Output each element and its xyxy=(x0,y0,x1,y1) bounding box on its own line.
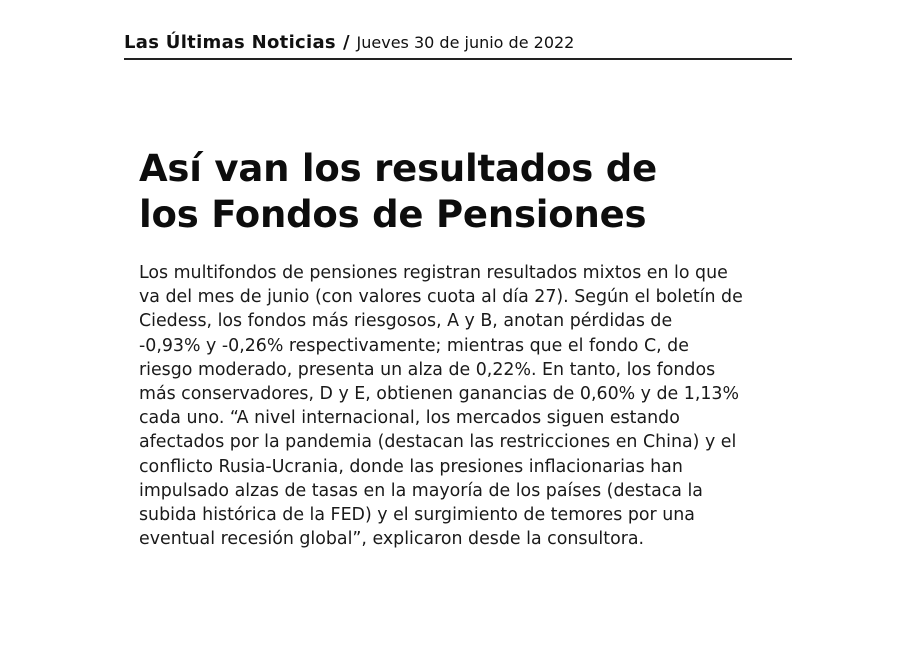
newspaper-name: Las Últimas Noticias xyxy=(124,32,336,53)
headline-line: Así van los resultados de xyxy=(139,147,657,190)
body-line: Ciedess, los fondos más riesgosos, A y B, anotan pérdidas de xyxy=(139,311,673,332)
body-line: conflicto Rusia-Ucrania, donde las presiones inflacionarias han xyxy=(139,456,683,477)
publication-date: Jueves 30 de junio de 2022 xyxy=(356,33,575,52)
body-line: afectados por la pandemia (destacan las restricciones en China) y el xyxy=(139,432,737,453)
body-line: subida histórica de la FED) y el surgimiento de temores por una xyxy=(139,505,695,526)
masthead xyxy=(124,32,792,60)
body-line: impulsado alzas de tasas en la mayoría de los países (destaca la xyxy=(139,480,703,501)
body-line: cada uno. “A nivel internacional, los mercados siguen estando xyxy=(139,408,680,429)
article-headline xyxy=(139,146,759,238)
body-line: riesgo moderado, presenta un alza de 0,22%. En tanto, los fondos xyxy=(139,359,716,380)
headline-line: los Fondos de Pensiones xyxy=(139,193,647,236)
masthead-separator: / xyxy=(342,32,350,53)
body-line: Los multifondos de pensiones registran resultados mixtos en lo que xyxy=(139,263,728,283)
body-line: más conservadores, D y E, obtienen ganancias de 0,60% y de 1,13% xyxy=(139,384,740,405)
article-body xyxy=(139,261,779,551)
body-line: eventual recesión global”, explicaron desde la consultora. xyxy=(139,529,645,550)
body-line: -0,93% y -0,26% respectivamente; mientras que el fondo C, de xyxy=(139,335,689,356)
body-line: va del mes de junio (con valores cuota al día 27). Según el boletín de xyxy=(139,287,743,308)
